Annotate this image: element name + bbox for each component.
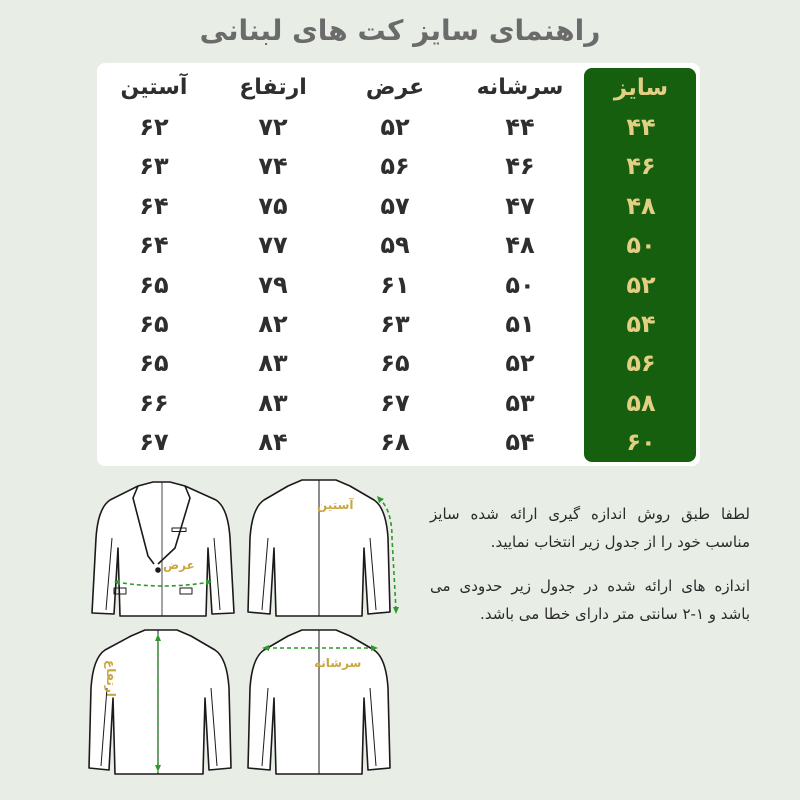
note-measure-instruction: لطفا طبق روش اندازه گیری ارائه شده سایز مناسب خود را از جدول زیر انتخاب نمایید.	[430, 505, 750, 551]
column-header-shoulder: سرشانه	[476, 75, 564, 101]
table-cell-shoulder: ۴۴	[505, 113, 535, 142]
table-cell-sleeve: ۶۴	[139, 191, 169, 220]
table-cell-height: ۷۵	[258, 191, 288, 220]
table-cell-size: ۴۸	[626, 191, 656, 220]
table-cell-sleeve: ۶۳	[139, 152, 169, 181]
table-cell-height: ۸۳	[258, 388, 288, 417]
table-cell-sleeve: ۶۷	[139, 428, 169, 457]
table-cell-width: ۵۷	[380, 191, 410, 220]
shoulder-measure-label: سرشانه	[314, 656, 362, 670]
table-cell-width: ۵۶	[380, 152, 410, 181]
jacket-back-height-diagram	[85, 628, 235, 778]
table-cell-shoulder: ۵۲	[505, 349, 535, 378]
table-cell-width: ۶۷	[380, 388, 410, 417]
note-tolerance: اندازه های ارائه شده در جدول زیر حدودی می باشد و ۱-۲ سانتی متر دارای خطا می باشد.	[430, 577, 750, 623]
table-cell-shoulder: ۵۰	[505, 270, 535, 299]
table-cell-size: ۴۴	[626, 113, 656, 142]
table-cell-height: ۸۳	[258, 349, 288, 378]
column-header-height: ارتفاع	[239, 75, 307, 101]
table-cell-sleeve: ۶۶	[139, 388, 169, 417]
table-cell-size: ۵۰	[626, 231, 656, 260]
table-cell-size: ۵۸	[626, 388, 656, 417]
sleeve-measure-label: آستین	[317, 498, 354, 512]
table-cell-shoulder: ۴۷	[505, 191, 535, 220]
table-cell-size: ۵۴	[626, 310, 656, 339]
jacket-back-shoulder-diagram	[240, 628, 400, 778]
table-cell-sleeve: ۶۴	[139, 231, 169, 260]
table-cell-shoulder: ۴۶	[505, 152, 535, 181]
table-cell-width: ۵۹	[380, 231, 410, 260]
table-cell-size: ۵۶	[626, 349, 656, 378]
table-cell-width: ۶۸	[380, 428, 410, 457]
table-cell-sleeve: ۶۵	[139, 270, 169, 299]
jacket-front-width-diagram	[88, 478, 238, 618]
table-cell-height: ۸۴	[258, 428, 288, 457]
table-cell-width: ۶۱	[380, 270, 410, 299]
table-cell-shoulder: ۵۴	[505, 428, 535, 457]
table-cell-sleeve: ۶۲	[139, 113, 169, 142]
column-header-sleeve: آستین	[120, 75, 188, 101]
table-cell-width: ۵۲	[380, 113, 410, 142]
table-cell-shoulder: ۵۱	[505, 310, 535, 339]
table-cell-height: ۷۷	[258, 231, 288, 260]
table-cell-shoulder: ۵۳	[505, 388, 535, 417]
table-cell-height: ۷۹	[258, 270, 288, 299]
table-cell-height: ۷۲	[258, 113, 288, 142]
table-cell-size: ۵۲	[626, 270, 656, 299]
height-measure-label: ارتفاع	[104, 660, 118, 697]
width-measure-label: عرض	[163, 558, 195, 572]
table-cell-height: ۷۴	[258, 152, 288, 181]
table-cell-sleeve: ۶۵	[139, 310, 169, 339]
measurement-notes	[430, 500, 750, 644]
size-table	[97, 68, 697, 462]
table-cell-size: ۴۶	[626, 152, 656, 181]
table-cell-shoulder: ۴۸	[505, 231, 535, 260]
table-cell-width: ۶۵	[380, 349, 410, 378]
table-cell-height: ۸۲	[258, 310, 288, 339]
table-cell-width: ۶۳	[380, 310, 410, 339]
column-header-size: سایز	[613, 74, 669, 101]
column-header-width: عرض	[365, 75, 425, 101]
table-cell-sleeve: ۶۵	[139, 349, 169, 378]
page-title: راهنمای سایز کت های لبنانی	[199, 14, 601, 47]
table-cell-size: ۶۰	[626, 428, 656, 457]
